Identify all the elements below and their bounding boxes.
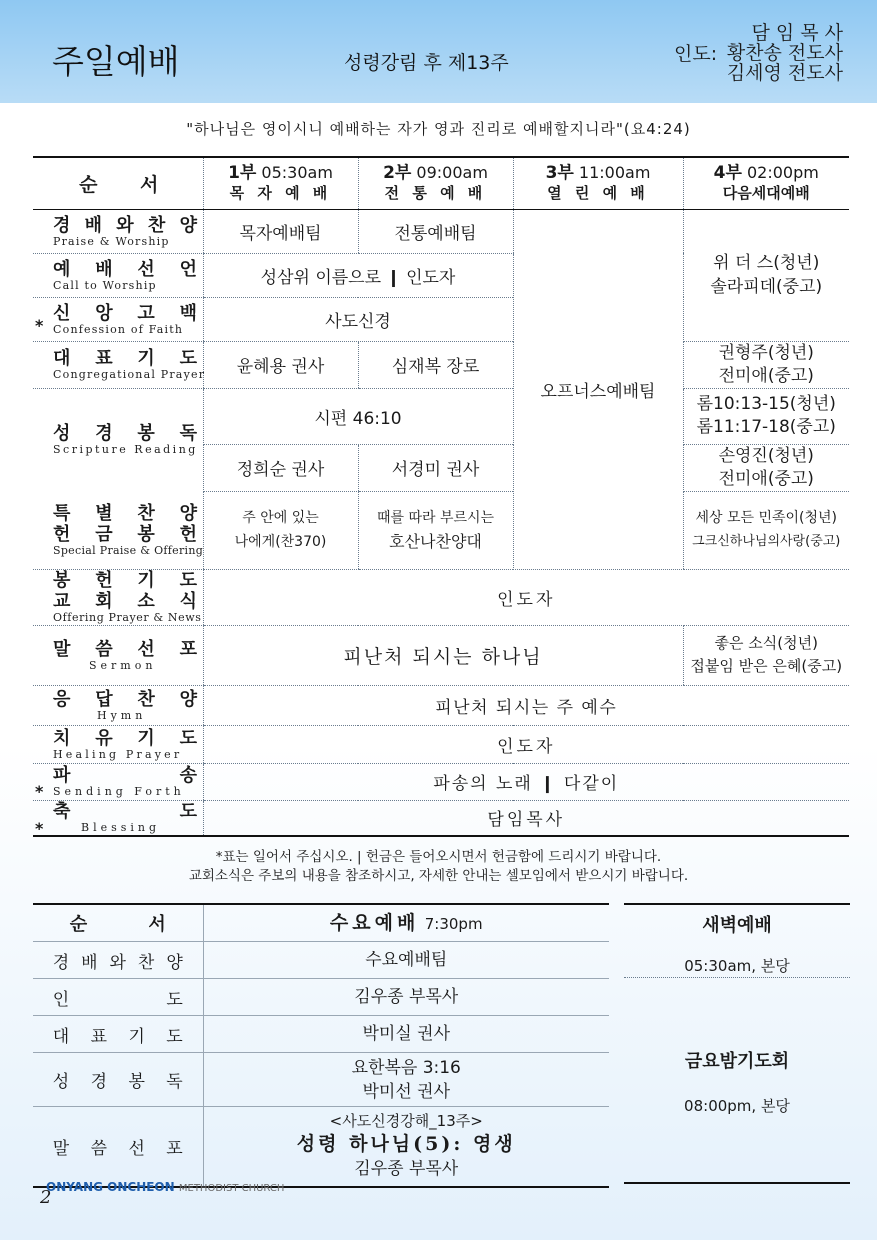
table-header-row [33, 157, 849, 209]
cell: 목자예배팀 [203, 209, 358, 253]
table-row [33, 763, 849, 800]
cell: 사도신경 [203, 297, 513, 341]
leader-line: 담 임 목 사 [751, 22, 843, 44]
hymn-title: 피난처 되시는 주 예수 [203, 685, 849, 725]
cell: 담임목사 [203, 800, 849, 836]
friday-prayer-time: 08:00pm, 본당 [684, 1097, 790, 1115]
service-2-header: 2부 09:00am 전 통 예 배 [358, 157, 513, 209]
order-header: 순 서 [33, 157, 203, 209]
row-label-offering: 봉 헌 기 도 교 회 소 식 Offering Prayer & News [33, 569, 203, 625]
cell: 파송의 노래 ❙ 다같이 [203, 763, 849, 800]
row-label-hymn: 응 답 찬 양 Hymn [33, 685, 203, 725]
row-label-scripture: 성 경 봉 독 Scripture Reading [53, 423, 198, 457]
sunday-order-table [33, 156, 849, 837]
page-number: 2 [40, 1187, 52, 1208]
row-label: 인 도 [33, 979, 203, 1016]
row-label-prayer: 대 표 기 도 Congregational Prayer [33, 341, 203, 388]
table-row [33, 1107, 609, 1187]
row-label: 경 배 와 찬 양 [33, 942, 203, 979]
table-row [33, 725, 849, 763]
scripture-verse: "하나님은 영이시니 예배하는 자가 영과 진리로 예배할지니라"(요4:24) [186, 120, 691, 138]
cell: 손영진(청년) 전미애(중고) [683, 444, 849, 491]
table-row [33, 341, 849, 388]
cell: 위 더 스(청년) 솔라피데(중고) [683, 209, 849, 341]
header-bar [0, 0, 877, 103]
row-label: 성 경 봉 독 [33, 1053, 203, 1107]
table-row [33, 491, 849, 569]
row-label: 대 표 기 도 [33, 1016, 203, 1053]
church-logo-text: ONYANG ONCHEON METHODIST CHURCH [46, 1180, 285, 1194]
service-3-header: 3부 11:00am 열 린 예 배 [513, 157, 683, 209]
other-services-panel [624, 903, 850, 1184]
row-label-confession: * 신 앙 고 백 Confession of Faith [33, 297, 203, 341]
table-row [33, 388, 849, 444]
table-row [33, 569, 849, 625]
service-1-header: 1부 05:30am 목 자 예 배 [203, 157, 358, 209]
cell: 시편 46:10 [203, 388, 513, 444]
cell: 롬10:13-15(청년) 롬11:17-18(중고) [683, 388, 849, 444]
row-label-special: 특 별 찬 양 헌 금 봉 헌 Special Praise & Offering [33, 491, 203, 569]
service-4-header: 4부 02:00pm 다음세대예배 [683, 157, 849, 209]
cell: <사도신경강해_13주> 성령 하나님(5): 영생 김우종 부목사 [203, 1107, 609, 1187]
dawn-service-time: 05:30am, 본당 [684, 957, 790, 975]
row-label-sermon: 말 씀 선 포 Sermon [33, 625, 203, 685]
cell: 정희순 권사 [203, 444, 358, 491]
friday-prayer-title: 금요밤기도회 [684, 1051, 790, 1072]
table-row [33, 800, 849, 836]
page-title: 주일예배 [52, 42, 180, 81]
cell: 심재복 장로 [358, 341, 513, 388]
row-label-sending: * 파 송 Sending Forth [33, 763, 203, 800]
cell: 윤혜용 권사 [203, 341, 358, 388]
service-subtitle: 성령강림 후 제13주 [344, 52, 509, 74]
notice-line: *표는 일어서 주십시오. | 헌금은 들어오시면서 헌금함에 드리시기 바랍니다. [215, 849, 662, 865]
cell: 주 안에 있는 나에게(찬370) [203, 491, 358, 569]
cell: 세상 모든 민족이(청년) 그크신하나님의사랑(중고) [683, 491, 849, 569]
cell: 권형주(청년) 전미애(중고) [683, 341, 849, 388]
cell: 수요예배팀 [203, 942, 609, 979]
row-label-call: 예 배 선 언 Call to Worship [33, 253, 203, 297]
cell: 좋은 소식(청년) 접붙임 받은 은혜(중고) [683, 625, 849, 685]
table-row [33, 942, 609, 979]
leader-line: 황찬송 전도사 [726, 42, 843, 64]
table-row [33, 1053, 609, 1107]
leader-label: 인도: [674, 43, 718, 65]
leader-line: 김세영 전도사 [726, 62, 843, 84]
cell: 김우종 부목사 [203, 979, 609, 1016]
dawn-service-title: 새벽예배 [702, 915, 772, 936]
cell: 때를 따라 부르시는 호산나찬양대 [358, 491, 513, 569]
wednesday-title: 수요예배 7:30pm [203, 904, 609, 942]
table-row [33, 685, 849, 725]
service-3-team-cell: 오프너스예배팀 [513, 209, 683, 569]
cell: 성삼위 이름으로 ❙ 인도자 [203, 253, 513, 297]
cell: 박미실 권사 [203, 1016, 609, 1053]
cell: 전통예배팀 [358, 209, 513, 253]
row-label-healing: 치 유 기 도 Healing Prayer [33, 725, 203, 763]
order-header: 순 서 [33, 904, 203, 942]
cell: 요한복음 3:16 박미선 권사 [203, 1053, 609, 1107]
cell: 인도자 [203, 725, 849, 763]
table-row [33, 1016, 609, 1053]
table-row [33, 625, 849, 685]
notice-text [0, 848, 877, 886]
leader-list [725, 23, 843, 83]
row-label-praise: 경 배 와 찬 양 Praise & Worship [33, 209, 203, 253]
table-row [33, 979, 609, 1016]
row-label-blessing: * 축 도 Blessing [35, 801, 197, 838]
sermon-title: 피난처 되시는 하나님 [203, 625, 683, 685]
wednesday-order-table [33, 903, 609, 1188]
table-row [33, 209, 849, 253]
row-label: 말 씀 선 포 [52, 1138, 183, 1159]
cell: 서경미 권사 [358, 444, 513, 491]
table-header-row [33, 904, 609, 942]
cell: 인도자 [203, 569, 849, 625]
divider [624, 977, 850, 978]
notice-line: 교회소식은 주보의 내용을 참조하시고, 자세한 안내는 셀모임에서 받으시기 바랍니다. [188, 868, 689, 884]
